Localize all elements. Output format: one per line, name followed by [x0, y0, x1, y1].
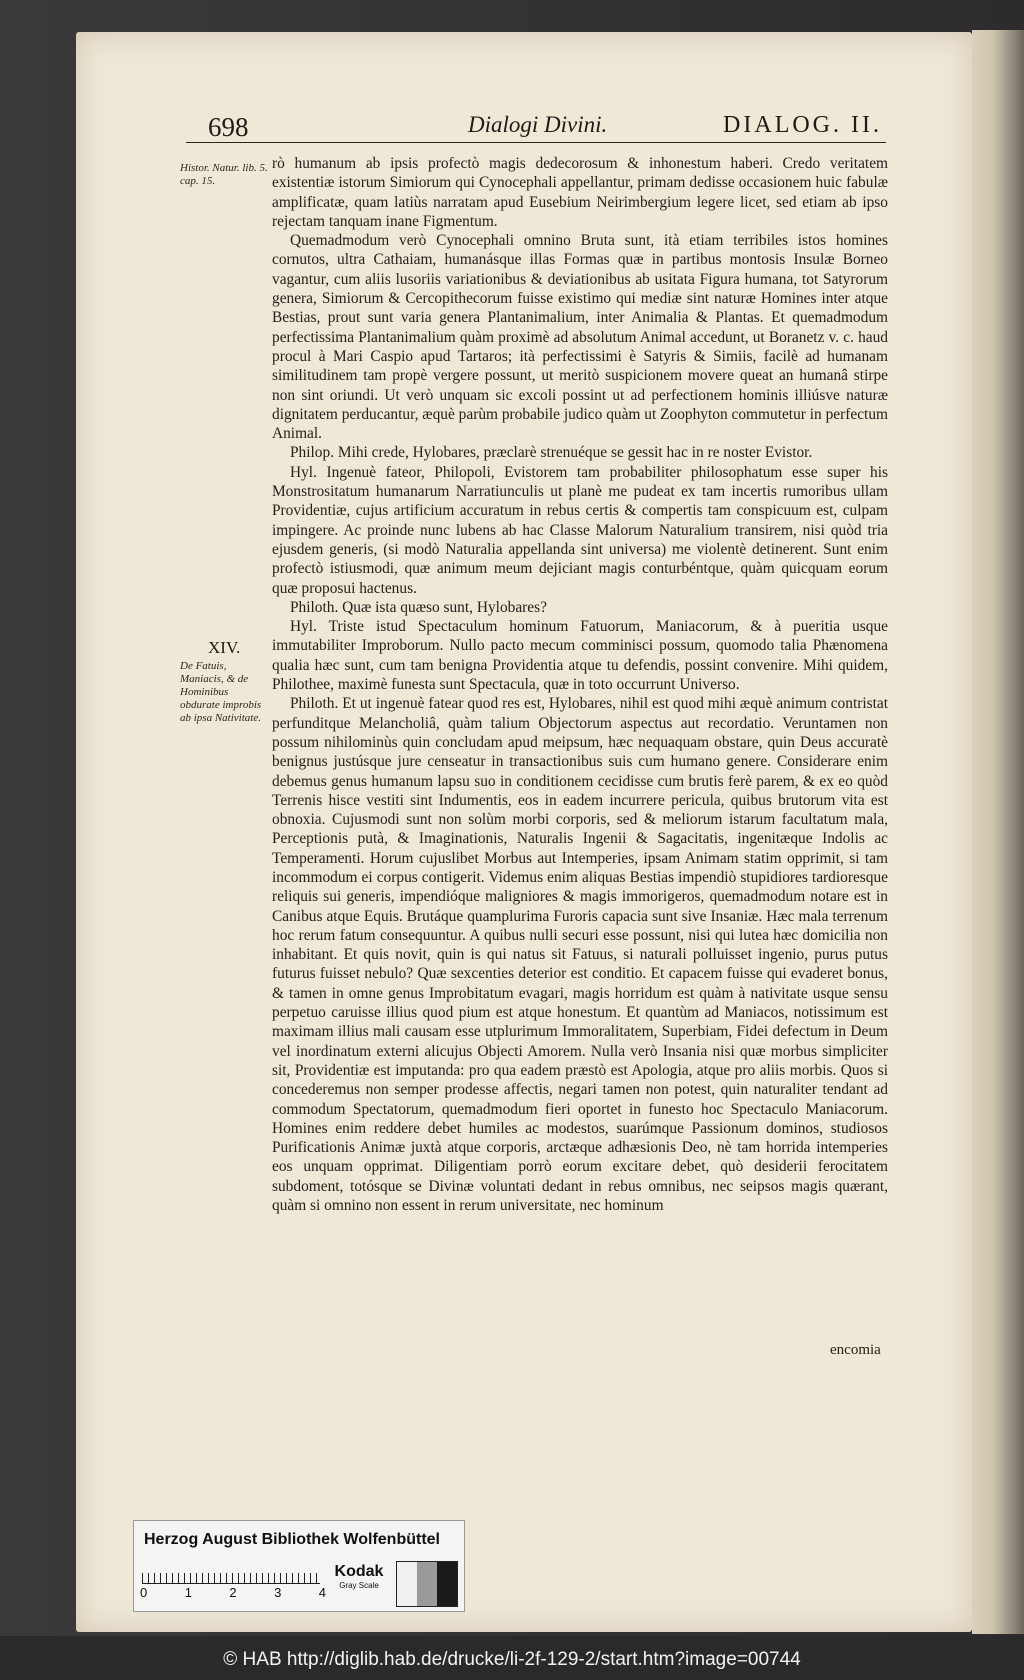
ruler-numbers [140, 1585, 326, 1600]
paragraph: Philoth. Et ut ingenuè fatear quod res est, Hylobares, nihil est quod mihi æquè animum contristat perfunditque Melancholiâ, quàm talium Objectorum aspectus aut recordatio. Veruntamen non possum nihilominùs quin concludam apud meipsum, hæc nequaquam obstare, quin Deus accuratè benignus justúsque jure censeatur in transactionibus suis cum humano genere. Considerare enim debemus genus humanum lapsu suo in conditionem cecidisse cum brutis ferè parem, & ex eo quòd Terrenis hisce vestiti sint Indumentis, eos in eadem incurrere pericula, quibus brutorum vita est obnoxia. Cujusmodi sunt non solùm morbi corporis, sed & meliorum istarum facultatum mala, Perceptionis putà, & Imaginationis, Naturalis Ingenii & Sagacitatis, ingenitæque Indolis ac Temperamenti. Horum cujuslibet Morbus aut Intemperies, ipsam Animam statim opprimit, si tam incommodum ei corpus contigerit. Videmus enim aliquas Bestias impendiò stupidiores tardioresque reliquis sui generis, impendióque maligniores & magis immorigeros, quemadmodum notare est in Canibus atque Equis. Brutáque quamplurima Furoris capacia sunt sive Insaniæ. Hæc mala terrenum hoc rerum fatum consequuntur. A quibus nulli securi esse possunt, nisi qui lutea hæc domicilia non inhabitant. Et quis novit, quin is qui natus sit Fatuus, si naturali polluisset ingenio, purus putus futurus fuisset nebulo? Quæ sexcenties deterior est conditio. Et capacem fuisse qui evaderet bonus, & tamen in omne genus Improbitatum evagari, magis horridum est quàm à nativitate usque sensu perpetuo caruisse illius quod pium est atque honestum. Et quantùm ad Maniacos, notissimum est maximam illius mali causam esse utplurimum Immoralitatem, Superbiam, Fidei defectum in Deum vel inordinatum externi alicujus Objecti Amorem. Nulla verò Insania nisi quæ morbus simpliciter sit, Providentiæ est imputanda: pro qua eadem præstò est Apologia, atque pro aliis morbis. Quos si concederemus non semper prodesse affectis, negari tamen non potest, quin naturaliter tendant ad commodum Spectatorum, quemadmodum fieri oportet in funesto hoc Spectaculo Maniacorum. Homines enim reddere debet humiles ac modestos, suarúmque Passionum dominos, studiosos Purificationis Animæ juxtà atque corporis, arctæque adhæsionis Deo, nè tam horrida intemperies eos unquam opprimat. Diligentiam porrò eorum excitare debet, quò desiderii ferocitatem subdoment, totósque se Divinæ voluntati dedant in rebus omnibus, nec seipsos magis quærant, quàm si omnino non essent in rerum universitate, nec hominum [272, 695, 888, 1215]
paragraph: Philoth. Quæ ista quæso sunt, Hylobares? [290, 598, 547, 616]
body-text [272, 154, 888, 1215]
running-header [186, 110, 886, 143]
paragraph: rò humanum ab ipsis profectò magis dedecorosum & inhonestum haberi. Credo veritatem existentiæ istorum Simiorum qui Cynocephali appellantur, primam dedisse occasionem huic fabulæ amplificatæ, quam latiùs narratam apud Eusebium Neirimbergium legere licet, sed etiam ab ipso rejectam tanquam inane Figmentum. [272, 155, 888, 230]
ruler-number: 0 [140, 1585, 148, 1600]
margin-note-reference: Histor. Natur. lib. 5. cap. 15. [180, 162, 268, 187]
kodak-brand: Kodak [334, 1563, 384, 1580]
paragraph: Quemadmodum verò Cynocephali omnino Bruta sunt, ità etiam terribiles istos homines cornutos, ultra Cathaiam, humanásque illas Formas quæ in partibus montosis Insulæ Borneo vagantur, cum aliis lusoriis variationibus & deviationibus ab usitata Figura humana, tot Satyrorum genera, Simiorum & Cercopithecorum fuisse existimo qui mediæ sint naturæ Homines inter atque Bestias, prout sunt varia genera Plantanimalium, inter Animalia & Plantas. Et quemadmodum perfectissima Plantanimalium quàm proximè ad absolutum Animal accedunt, ut Boranetz v. c. haud procul à Mari Caspio apud Tartaros; ità perfectissimi è Satyris & Simiis, facilè ad humanam similitudinem tam propè vergere possunt, ut meritò suspicionem movere queat an humanâ stirpe non sint oriundi. Ut verò unquam sic excoli possint ut ad perfectionem hominis illiúsve naturæ dignitatem perducantur, æquè parùm probabile judico quàm ut Zoophyton commutetur in perfectum Animal. [272, 232, 888, 443]
ruler-number: 3 [274, 1585, 282, 1600]
color-target-card [133, 1520, 465, 1612]
ruler-number: 1 [184, 1585, 192, 1600]
page-number: 698 [208, 112, 249, 142]
kodak-logo [326, 1563, 392, 1603]
library-name: Herzog August Bibliothek Wolfenbüttel [144, 1531, 440, 1548]
copyright-footer: © HAB http://diglib.hab.de/drucke/li-2f-129-2/start.htm?image=00744 [0, 1640, 1024, 1680]
running-title: Dialogi Divini. [468, 112, 608, 137]
dialog-label: DIALOG. II. [723, 112, 882, 138]
gray-patch [437, 1562, 457, 1606]
facing-page-edge [972, 30, 1024, 1634]
catchword: encomia [830, 1342, 881, 1358]
gray-scale-patches [396, 1561, 458, 1607]
gray-scale-label: Gray Scale [339, 1581, 379, 1590]
gray-patch [397, 1562, 417, 1606]
gray-patch [417, 1562, 437, 1606]
section-number: XIV. [208, 638, 241, 657]
paragraph: Hyl. Triste istud Spectaculum hominum Fatuorum, Maniacorum, & à pueritia usque immutabiliter Improborum. Nullo pacto mecum comminisci possum, quomodo talia Phænomena qualia hæc sunt, cum tam benigna Providentia atque tu defendis, possint convenire. Mihi quidem, Philothee, maximè funesta sunt Spectacula, quæ in toto occurrunt Universo. [272, 618, 888, 694]
ruler-number: 2 [229, 1585, 237, 1600]
scale-ruler [142, 1561, 320, 1584]
ruler-number: 4 [318, 1585, 326, 1600]
paragraph: Philop. Mihi crede, Hylobares, præclarè strenuéque se gessit hac in re noster Evistor. [290, 444, 813, 462]
paragraph: Hyl. Ingenuè fateor, Philopoli, Evistorem tam probabiliter philosophatum esse super his Monstrositatum humanarum Narratiunculis ut planè me pudeat ex tam incertis rumoribus ullam Providentiæ, cujus artificium accuratum in rebus certis & compertis tam conspicuum est, culpam impingere. Ac proinde nunc lubens ab hac Classe Malorum Naturalium transirem, nisi quòd tria ejusdem generis, (si modò Naturalia appellanda sint universa) me violentè detinerent. Sunt enim profectò istiusmodi, quæ animum meum dejiciant magis conturbéntque, quàm quicquam eorum quæ proposui hactenus. [272, 463, 888, 597]
margin-note-section: De Fatuis, Maniacis, & de Hominibus obdurate improbis ab ipsa Nativitate. [180, 660, 262, 724]
